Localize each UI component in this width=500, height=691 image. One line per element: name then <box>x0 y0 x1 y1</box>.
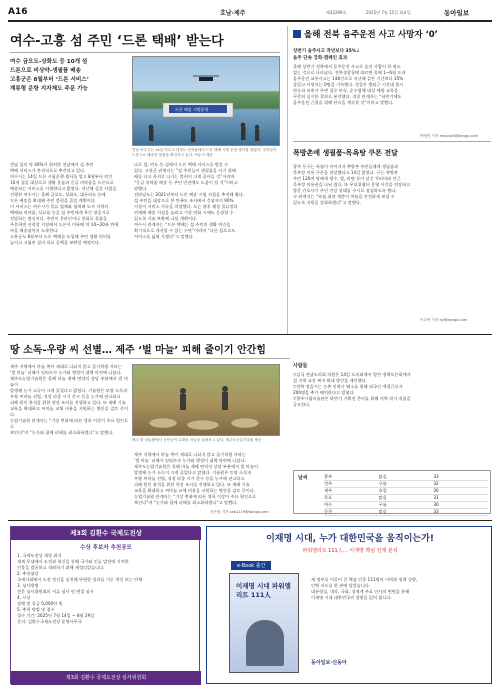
article4-body: 제주 지역에서 마늘 쪽이 제대로 나뉘지 않고 줄기처럼 자라는 ‘벌 마늘’ 피해가 잇따르자 농가와 행정이 대책 마련에 나섰다. 제주도농업기술원은 올해 마늘 재배 면적의 상당 부분에서 벌 마늘이 발생해 농가 소득이 크게 줄었다고 밝혔다. 기술원은 토양 소독과 우량 씨마늘 선별, 적정 파종 시기 준수 등을 농가에 권고하고 피해 원인 분석을 위한 현장 조사를 진행하고 있다. 또 재배 기술 교육을 확대하고 씨마늘 교체 비용을 지원하는 방안을 검토 중이다. 농업기술원 관계자는 “기상 변화에 따른 생육 이상이 주요 원인으로 보인다”며 “농가와 함께 피해를 최소화하겠다”고 말했다. <box>10 364 128 435</box>
weather-condition: 맑음 <box>378 474 387 479</box>
weather-row <box>324 509 488 516</box>
ad-rule <box>8 520 492 521</box>
weather-row <box>324 495 488 502</box>
weather-city: 목포 <box>324 495 333 500</box>
award-footer: 제3회 김환수 국제도전상 심사위원회 <box>11 671 201 685</box>
article2-headline: 올해 전북 음주운전 사고 사망자 ‘0’ <box>304 30 438 40</box>
weather-box <box>293 470 491 514</box>
book-ad <box>206 526 492 684</box>
article1-body-mid: 나로 섬, 연도 등 섬에서 드론 택배 서비스를 받을 수 있다. 고흥군 관계자는 “섬 주민들이 생필품을 사기 위해 배를 타고 육지로 나가는 불편이 크게 줄어들 것”이라며 “응급 의약품 배송 등 주민 안전에도 도움이 될 것”이라고 말했다. 전라남도는 2021년부터 드론 배송 시범 사업을 추진해 왔다. 섬 주민을 대상으로 한 만족도 조사에서 응답자의 90% 이상이 서비스 지속을 희망했다. 도는 향후 해상 물류망과 연계해 배송 거점을 늘리고 기상 악화 시에도 운항할 수 있도록 기술 보완에 나설 계획이다. 여수시 관계자는 “드론 택배는 섬 주민의 생활 여건을 획기적으로 개선할 수 있는 수단”이라며 “다른 섬으로도 서비스를 넓혀 가겠다”고 말했다. <box>134 162 245 239</box>
page-number: A16 <box>8 7 28 17</box>
garlic-field-illustration <box>133 365 280 436</box>
weather-condition: 맑음 <box>378 495 387 500</box>
issue-date: 2025년 7월 15일 화요일 <box>366 10 411 15</box>
section-name: 호남·제주 <box>220 10 246 17</box>
weather-condition: 맑음 <box>378 509 387 514</box>
article1-rule <box>10 52 280 53</box>
article4-headline: 땅 소독-우량 씨 선별… 제주 ‘벌 마늘’ 피해 줄이기 안간힘 <box>10 345 266 356</box>
book-ad-sub: 파워엘리트 111人… 이재명 핵심 인재 분석 <box>302 548 398 554</box>
article4-photo <box>132 364 280 436</box>
award-subtitle: 수상 후보자 추천공모 <box>80 545 132 551</box>
book-ad-headline: 이재명 시대, 누가 대한민국을 움직이는가! <box>266 534 434 544</box>
article2-body: 올해 상반기 전북에서 음주운전 사고로 숨진 사람이 한 명도 없는 것으로 나타났다. 전북경찰청에 따르면 올해 1~6월 도내 음주운전 교통사고는 148건으로 지난해 같은 기간보다 35% 줄었고 사망자는 0명을 기록했다. 경찰은 출퇴근 시간대 불시 단속과 유흥가 주변 집중 단속, 운수업체 대상 예방 교육을 꾸준히 실시한 결과로 분석했다. 경찰 관계자는 “하반기에도 음주운전 근절을 위해 단속을 계속할 것”이라고 말했다. <box>293 64 406 105</box>
ebook-tag: e-Book 출간 <box>231 561 271 570</box>
weather-temp: 31 <box>433 495 439 500</box>
award-details: 1. 국제도전상 제정 취지 세계 무대에서 도전과 혁신을 통해 국가와 인류 발전에 기여한 인물을 발굴하고 격려하기 위해 제정되었습니다. 2. 추천대상 국제사회에서 도전 정신을 실천해 뚜렷한 성과를 거둔 개인 또는 단체 3. 심사방법 전문 심사위원회의 서류 심사 및 면접 심사 4. 시상 상패 및 상금 5,000만 원 5. 추천 방법 및 접수 접수 기간: 2025년 7월 14일 ~ 8월 29일 문의: 김환수국제도전상 운영사무국 <box>17 553 143 624</box>
article3-byline: 이수연 기자 sy@donga.com <box>420 318 468 322</box>
weather-city: 여수 <box>324 502 333 507</box>
weather-city: 광주 <box>324 474 333 479</box>
article4-byline: 송은범 기자 seb1119@donga.com <box>210 510 269 514</box>
column-divider <box>287 26 288 334</box>
weather-row <box>324 502 488 509</box>
article1-photo <box>132 56 280 146</box>
award-tag: 제3회 김환수 국제도전상 <box>11 527 201 540</box>
article1-deck: 여수 금오도-상화도 등 10개 섬 드론으로 비상약-생필품 배송 고흥군은 8월부터 ‘드론 서비스’ 계류형 운항 지자체도 주문 가능 <box>10 59 89 92</box>
book-cover-portrait <box>246 620 284 666</box>
article1-caption: 전남 여수시는 14일 여수시 대경도 선착장에서 드론 택배 시범 운항 행사를 열었다. 주민들이 드론으로 배송된 물품을 확인하고 있다. 여수시 제공 <box>132 148 277 157</box>
newspaper-name: 동아일보 <box>444 9 470 17</box>
article4-caption: 제주 한 마늘밭에서 농민들이 수확한 마늘을 살펴보고 있다. 제주도농업기술원 제공 <box>132 438 262 442</box>
article4-rule <box>10 358 290 359</box>
article2-rule <box>293 141 491 142</box>
article2-byline: 박영민 기자 minpark@donga.com <box>420 134 479 138</box>
weather-temp: 32 <box>433 481 439 486</box>
weather-temp: 33 <box>433 509 439 514</box>
article3-body: 광주 동구는 폭염이 이어지자 쪽방촌 주민들에게 생필품과 목욕탕 이용 쿠폰을 전달했다고 14일 밝혔다. 구는 쪽방촌 주민 120여 명에게 생수, 쌀, 라면 등이 담긴 꾸러미와 인근 목욕탕 이용권을 나눠 줬다. 또 무더위쉼터 운영 시간을 연장하고 방문 간호사가 주민 건강 상태를 수시로 점검하도록 했다. 구 관계자는 “폭염 취약 계층이 여름을 안전하게 보낼 수 있도록 지원을 강화하겠다”고 말했다. <box>293 164 411 205</box>
article2-marker <box>293 30 301 38</box>
book-ad-publisher: 동아일보·신동아 <box>311 660 347 666</box>
people-column: ▽김국 전남도의회 의원은 14일 도의회에서 열린 정책토론회에서 섬 지역 교통 복지 확대 방안을 제안했다. ▽전북 정읍시는 농촌 인력난 해소를 위해 외국인 계절근로자 200명을 추가 배치한다고 밝혔다. ▽광주시립미술관은 하반기 기획전 준비를 위해 지역 작가 작품을 공모한다. <box>293 372 411 407</box>
weather-city: 전주 <box>324 481 333 486</box>
weather-temp: 30 <box>433 488 439 493</box>
issue-number: 제33299호 <box>326 10 347 15</box>
weather-title: 날씨 <box>298 475 308 481</box>
book-cover <box>229 573 299 673</box>
weather-city: 제주 <box>324 488 333 493</box>
weather-rows <box>324 474 488 516</box>
weather-condition: 흐림 <box>378 488 387 493</box>
masthead-rule <box>8 20 492 22</box>
book-ad-description: 새 정부를 이끌어 갈 핵심 인물 111명의 이력과 정책 성향, 인맥 지도를 한 권에 담았습니다. 대통령실, 내각, 국회, 경제계 주요 인사의 면면을 통해 이재명 시대 대한민국의 향방을 읽어 봅니다. <box>311 577 418 600</box>
weather-row <box>324 474 488 481</box>
weather-temp: 33 <box>433 474 439 479</box>
book-cover-title: 이재명 시대 파워엘리트 111人 <box>236 582 291 599</box>
article3-headline: 폭방촌에 생필품-목욕탕 쿠폰 전달 <box>293 149 398 157</box>
drone-scene-illustration <box>133 57 280 146</box>
people-title: 사람들 <box>293 363 308 369</box>
weather-condition: 구름 <box>378 502 387 507</box>
masthead <box>8 6 492 20</box>
banner-text: 드론 배송 시범운항 <box>175 107 209 112</box>
weather-temp: 30 <box>433 502 439 507</box>
challenge-award-ad <box>10 526 200 684</box>
weather-row <box>324 488 488 495</box>
article1-body-left: 전남 섬의 약 40%가 위치한 전남에서 섬 주민 택배 서비스가 본격적으로 추진되고 있다. 여수시는 14일 드론 시험운행 행사를 열고 8월부터 연간 10개 섬을 대상으로 생활 물품과 응급 의약품을 드론으로 배송하는 서비스를 시행한다고 밝혔다. 지난해 실증 사업을 진행한 여수시는 올해 금오도, 상화도, 대두라도 등에 드론 배송을 확대해 주민 불편을 줄일 계획이다. 이 서비스는 여수시가 물류 업체와 협력해 도서 지역의 택배와 의약품, 식료품 등을 섬 주민에게 무인 항공기로 전달하는 방식이다. 주민이 온라인이나 전화로 물품을 주문하면 선착장 거점에서 드론이 이륙해 약 10~20분 만에 마을 배송함까지 도착한다. 고흥군도 8월부터 드론 택배를 도입해 주민 생활 편의를 높이고 고립된 섬의 의료 공백을 보완할 예정이다. <box>10 162 119 245</box>
article4-body-right: 제주 지역에서 마늘 쪽이 제대로 나뉘지 않고 줄기처럼 자라는 ‘벌 마늘’ 피해가 잇따르자 농가와 행정이 대책 마련에 나섰다. 제주도농업기술원은 올해 마늘 재배 면적의 상당 부분에서 벌 마늘이 발생해 농가 소득이 크게 줄었다고 밝혔다. 기술원은 토양 소독과 우량 씨마늘 선별, 적정 파종 시기 준수 등을 농가에 권고하고 피해 원인 분석을 위한 현장 조사를 진행하고 있다. 또 재배 기술 교육을 확대하고 씨마늘 교체 비용을 지원하는 방안을 검토 중이다. 농업기술원 관계자는 “기상 변화에 따른 생육 이상이 주요 원인으로 보인다”며 “농가와 함께 피해를 최소화하겠다”고 말했다. <box>134 452 258 505</box>
article2-deck: 상반기 음주사고 작년보다 35%↓ 음주 단속 강화·캠페인 효과 <box>293 49 361 61</box>
section-rule <box>8 334 492 335</box>
weather-condition: 구름 <box>378 481 387 486</box>
weather-row <box>324 481 488 488</box>
weather-city: 순천 <box>324 509 333 514</box>
article1-headline: 여수-고흥 섬 주민 ‘드론 택배’ 받는다 <box>10 34 224 49</box>
drone-icon <box>193 76 219 81</box>
